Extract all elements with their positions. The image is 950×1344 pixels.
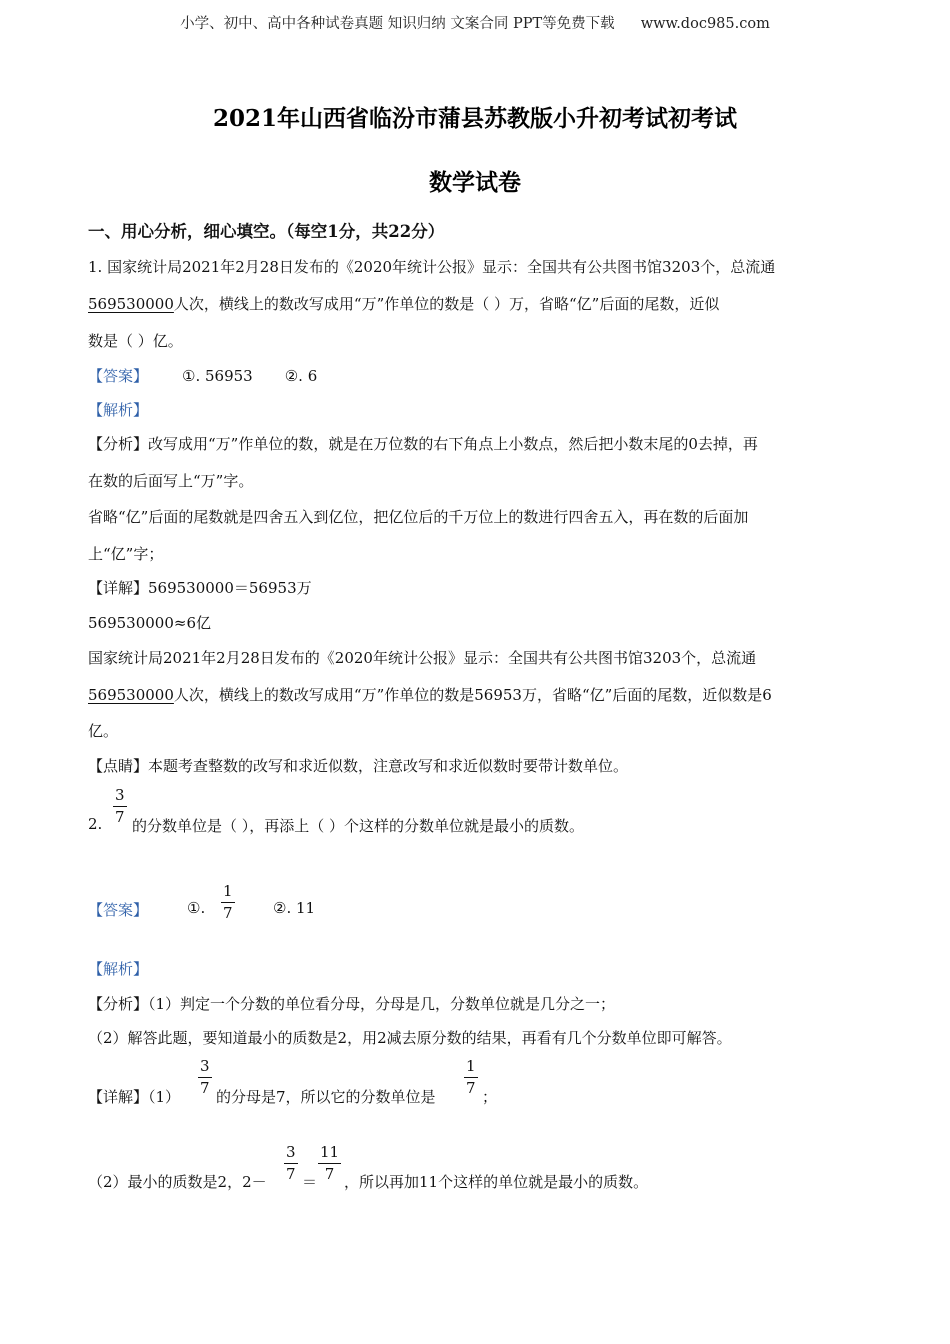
q2-answer-b: ②. 11	[273, 899, 316, 917]
q2-xj2-start: （2）最小的质数是2，2－	[88, 1173, 267, 1191]
q2-xj1-2-denominator: 7	[466, 1079, 476, 1097]
q2-text: 的分数单位是（ ），再添上（ ）个这样的分数单位就是最小的质数。	[132, 817, 585, 835]
q2-xiangjie-label: 【详解】（1）	[88, 1088, 181, 1106]
q2-xj2-fraction	[284, 1145, 298, 1182]
q1-line2	[88, 293, 719, 314]
q2-fenxi-1: 【分析】（1）判定一个分数的单位看分母，分母是几，分数单位就是几分之一；	[88, 995, 616, 1013]
q2-xj2-2-denominator: 7	[318, 1163, 341, 1182]
q2-xj1-numerator: 3	[200, 1057, 210, 1075]
q1-line2-text: 人次，横线上的数改写成用“万”作单位的数是（ ）万，省略“亿”后面的尾数，近似	[173, 295, 720, 313]
q1-xiangjie-3: 国家统计局2021年2月28日发布的《2020年统计公报》显示：全国共有公共图书馆3203个，总流通	[88, 649, 757, 667]
q1-fenxi-1: 【分析】改写成用“万”作单位的数，就是在万位数的右下角点上小数点，然后把小数末尾的0去掉，再	[88, 435, 758, 453]
q2-fraction	[113, 788, 127, 825]
q2-answer-a-prefix: ①.	[187, 899, 206, 917]
header-url[interactable]: www.doc985.com	[640, 16, 770, 32]
q1-answer	[88, 365, 317, 386]
q2-fraction-denominator: 7	[115, 808, 125, 826]
q1-fenxi-3: 省略“亿”后面的尾数就是四舍五入到亿位，把亿位后的千万位上的数进行四舍五入，再在数的后面加	[88, 508, 749, 526]
q2-xj2-fraction-2	[318, 1145, 341, 1182]
q2-xj1-fraction-2	[464, 1059, 478, 1096]
page-subtitle: 数学试卷	[429, 169, 521, 196]
q1-xiangjie-5: 亿。	[88, 722, 119, 740]
q1-xiangjie-4-text: 人次，横线上的数改写成用“万”作单位的数是56953万，省略“亿”后面的尾数，近似数是6	[173, 686, 772, 704]
q2-xj1-2-numerator: 1	[466, 1057, 476, 1075]
q1-fenxi-2: 在数的后面写上“万”字。	[88, 472, 254, 490]
q1-answer-b: ②. 6	[284, 367, 318, 385]
q1-xiangjie-4	[88, 684, 772, 705]
q1-dianjing: 【点睛】本题考查整数的改写和求近似数，注意改写和求近似数时要带计数单位。	[88, 757, 629, 775]
q2-xj1-mid: 的分母是7，所以它的分数单位是	[216, 1088, 436, 1106]
q1-underlined-number: 569530000	[88, 295, 174, 313]
q1-xiangjie-1: 【详解】569530000＝56953万	[88, 579, 312, 597]
q2-xj2-2-numerator: 11	[320, 1143, 340, 1161]
q2-xj1-fraction	[198, 1059, 212, 1096]
q2-fraction-numerator: 3	[115, 786, 125, 804]
page-header	[0, 12, 950, 33]
q1-line1: 1. 国家统计局2021年2月28日发布的《2020年统计公报》显示：全国共有公共图书馆3203个，总流通	[88, 258, 776, 276]
q1-xiangjie-underlined-number: 569530000	[88, 686, 174, 704]
section-heading: 一、用心分析，细心填空。（每空1分，共22分）	[88, 222, 445, 241]
q2-xj2-end: ，所以再加11个这样的单位就是最小的质数。	[344, 1173, 649, 1191]
header-text: 小学、初中、高中各种试卷真题 知识归纳 文案合同 PPT等免费下载	[180, 16, 615, 32]
q1-analysis-label: 【解析】	[88, 401, 149, 419]
q2-xj1-end: ；	[482, 1088, 498, 1106]
q2-analysis-label: 【解析】	[88, 960, 149, 978]
q1-fenxi-4: 上“亿”字；	[88, 545, 164, 563]
q1-line3: 数是（ ）亿。	[88, 332, 183, 350]
q2-xj1-denominator: 7	[200, 1079, 210, 1097]
answer-label: 【答案】	[88, 367, 149, 385]
q2-fenxi-2: （2）解答此题，要知道最小的质数是2，用2减去原分数的结果，再看有几个分数单位即可解答。	[88, 1029, 732, 1047]
q2-number: 2.	[88, 815, 103, 833]
q1-xiangjie-2: 569530000≈6亿	[88, 614, 212, 632]
q2-answer-fraction	[221, 884, 235, 921]
q2-answer-denominator: 7	[223, 904, 233, 922]
q2-xj2-denominator: 7	[286, 1165, 296, 1183]
answer-label: 【答案】	[88, 901, 149, 919]
q1-answer-a: ①. 56953	[182, 367, 253, 385]
page-title: 2021年山西省临汾市蒲县苏教版小升初考试初考试	[212, 105, 737, 132]
q2-xj2-numerator: 3	[286, 1143, 296, 1161]
q2-xj2-equals: ＝	[302, 1173, 318, 1191]
q2-answer-numerator: 1	[223, 882, 233, 900]
